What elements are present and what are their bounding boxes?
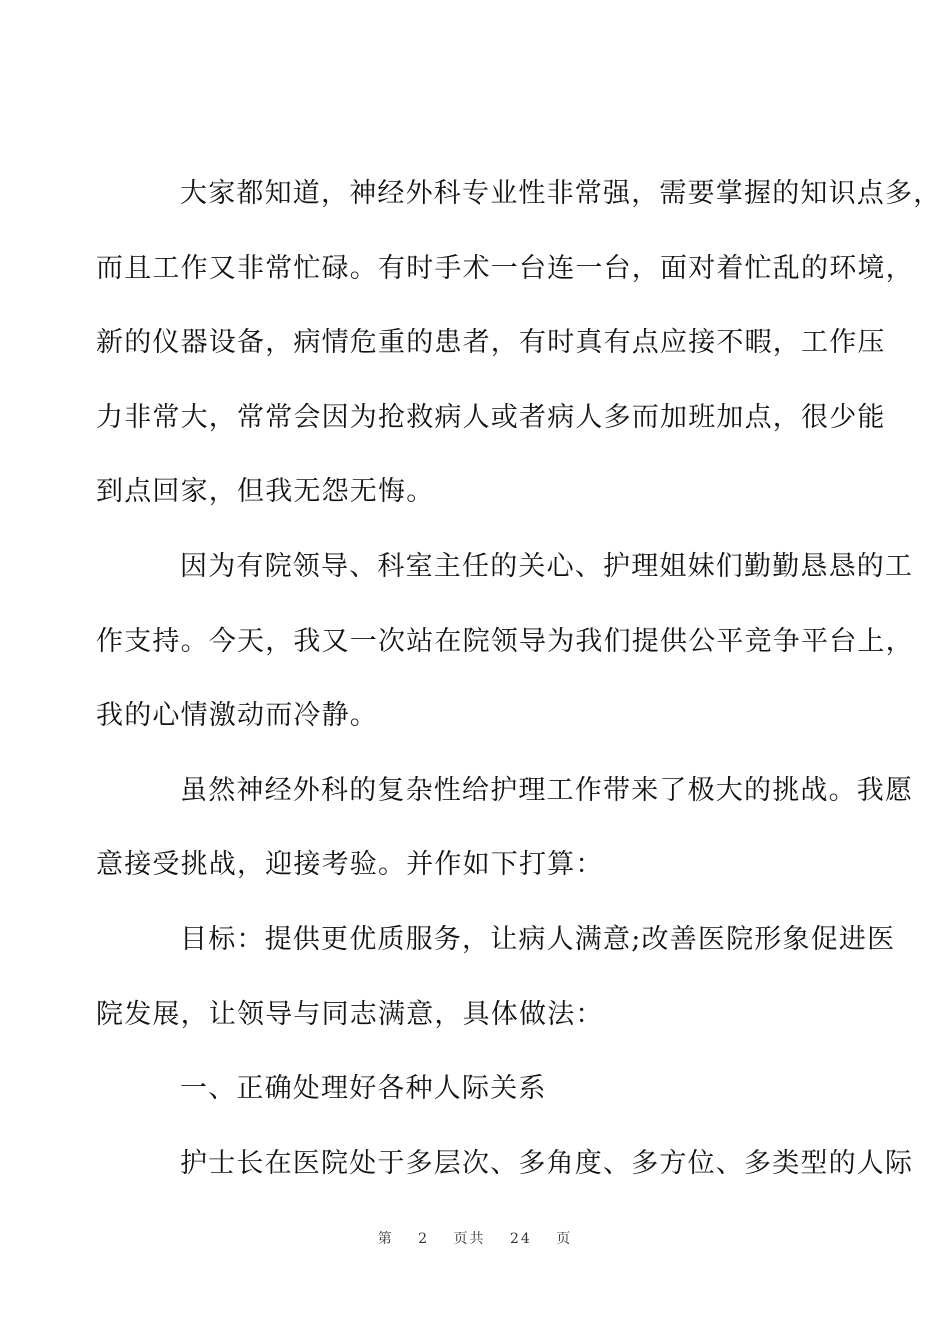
paragraph-4-line-2: 院发展，让领导与同志满意，具体做法：	[96, 998, 604, 1030]
paragraph-3-line-2: 意接受挑战，迎接考验。并作如下打算：	[96, 849, 604, 881]
paragraph-1-line-5: 到点回家，但我无怨无悔。	[96, 476, 435, 508]
paragraph-2-line-3: 我的心情激动而冷静。	[96, 700, 378, 732]
paragraph-5-line-1: 护士长在医院处于多层次、多角度、多方位、多类型的人际	[180, 1147, 914, 1179]
paragraph-2-line-2: 作支持。今天，我又一次站在院领导为我们提供公平竞争平台上，	[96, 625, 914, 657]
page-footer	[0, 1228, 950, 1248]
document-body	[96, 164, 942, 1208]
paragraph-1-line-1: 大家都知道，神经外科专业性非常强，需要掌握的知识点多，	[180, 178, 942, 209]
footer-suffix: 页	[556, 1231, 573, 1247]
paragraph-1-line-4: 力非常大，常常会因为抢救病人或者病人多而加班加点，很少能	[96, 401, 886, 433]
paragraph-3-line-1: 虽然神经外科的复杂性给护理工作带来了极大的挑战。我愿	[180, 774, 914, 806]
footer-page-number: 2	[418, 1231, 430, 1247]
paragraph-4-line-1: 目标：提供更优质服务，让病人满意;改善医院形象促进医	[180, 923, 896, 955]
footer-middle: 页共	[453, 1231, 486, 1247]
paragraph-2-line-1: 因为有院领导、科室主任的关心、护理姐妹们勤勤恳恳的工	[180, 550, 914, 582]
footer-prefix: 第	[377, 1231, 394, 1247]
paragraph-1-line-2: 而且工作又非常忙碌。有时手术一台连一台，面对着忙乱的环境，	[96, 252, 914, 284]
paragraph-1-line-3: 新的仪器设备，病情危重的患者，有时真有点应接不暇，工作压	[96, 327, 886, 359]
section-heading: 一、正确处理好各种人际关系	[180, 1073, 547, 1105]
footer-total-pages: 24	[510, 1231, 532, 1247]
